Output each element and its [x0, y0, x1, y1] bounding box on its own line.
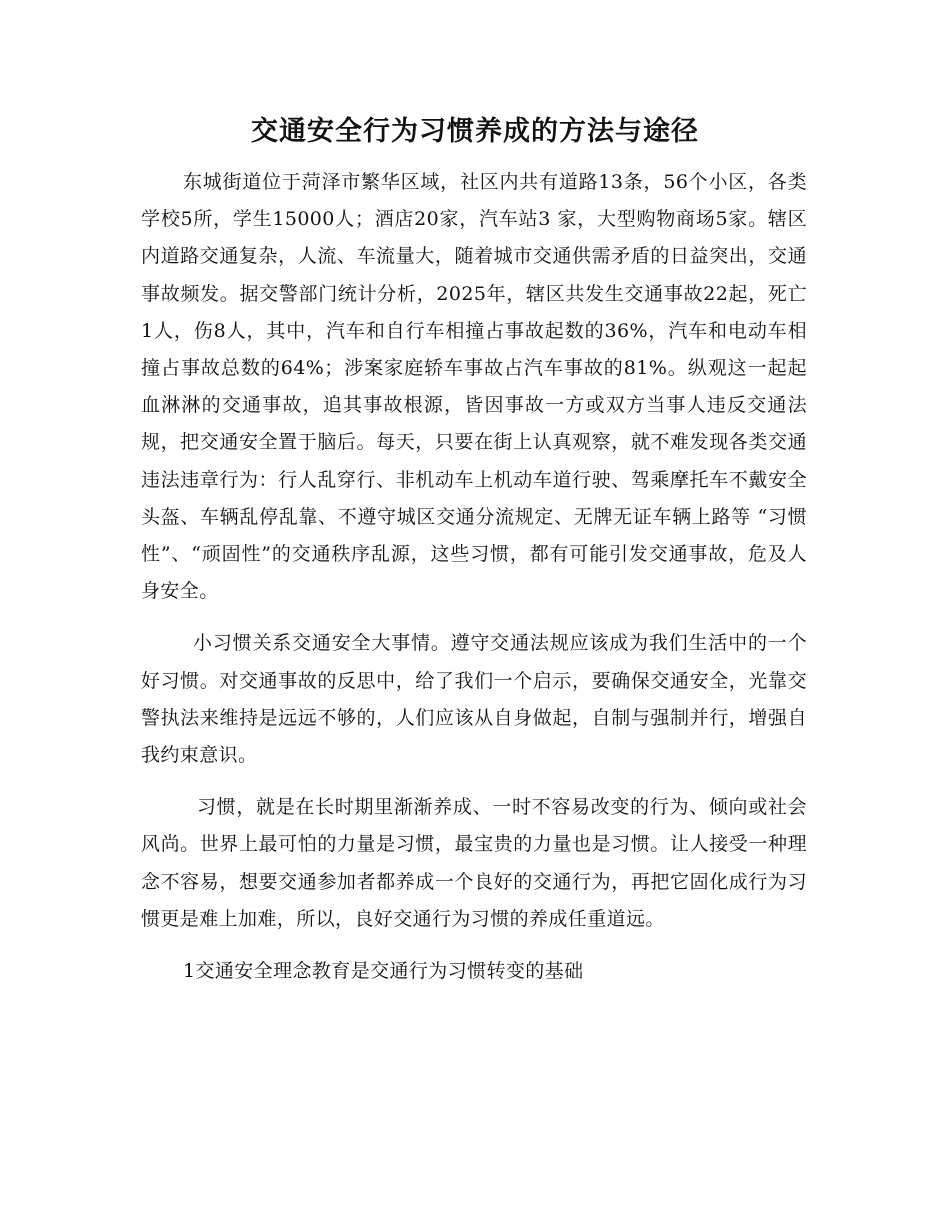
document-title: 交通安全行为习惯养成的方法与途径 — [251, 116, 699, 147]
paragraph-intro: 东城街道位于菏泽市繁华区域，社区内共有道路13条，56个小区，各类学校5所，学生15000人；酒店20家，汽车站3 家，大型购物商场5家。辖区内道路交通复杂，人流、车流量大，随着城市交通供需矛盾的日益突出，交通事故频发。据交警部门统计分析，2025年，辖区共发生交通事故22起，死亡1人，伤8人，其中，汽车和自行车相撞占事故起数的36%，汽车和电动车相撞占事故总数的64%；涉案家庭轿车事故占汽车事故的81%。纵观这一起起血淋淋的交通事故，追其事故根源，皆因事故一方或双方当事人违反交通法规，把交通安全置于脑后。每天，只要在街上认真观察，就不难发现各类交通违法违章行为：行人乱穿行、非机动车上机动车道行驶、驾乘摩托车不戴安全头盔、车辆乱停乱靠、不遵守城区交通分流规定、无牌无证车辆上路等 “习惯性”、“顽固性”的交通秩序乱源，这些习惯，都有可能引发交通事故，危及人身安全。 — [141, 171, 807, 603]
paragraph-small-habits: 小习惯关系交通安全大事情。遵守交通法规应该成为我们生活中的一个好习惯。对交通事故的反思中，给了我们一个启示，要确保交通安全，光靠交警执法来维持是远远不够的，人们应该从自身做起，自制与强制并行，增强自我约束意识。 — [141, 632, 807, 767]
section-heading-1: 1交通安全理念教育是交通行为习惯转变的基础 — [183, 960, 584, 983]
paragraph-habit-definition: 习惯，就是在长时期里渐渐养成、一时不容易改变的行为、倾向或社会风尚。世界上最可怕的力量是习惯，最宝贵的力量也是习惯。让人接受一种理念不容易，想要交通参加者都养成一个良好的交通行为，再把它固化成行为习惯更是难上加难，所以，良好交通行为习惯的养成任重道远。 — [141, 796, 807, 930]
document-body — [141, 164, 807, 990]
